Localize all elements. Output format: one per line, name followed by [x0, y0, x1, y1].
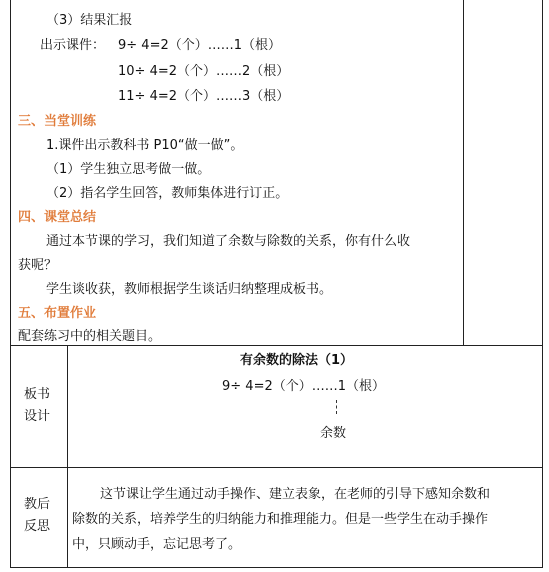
- show-slide-label: 出示课件：: [40, 38, 106, 53]
- row-divider-2: [10, 467, 543, 468]
- practice-item-2: （1）学生独立思考做一做。: [46, 162, 211, 177]
- table-border-left: [10, 0, 11, 568]
- reflection-label: [6, 494, 68, 538]
- result-report-step: （3）结果汇报: [46, 13, 133, 28]
- reflection-label-line-2: 反思: [23, 519, 50, 534]
- summary-paragraph-line-2: 获呢？: [18, 258, 58, 273]
- section-heading-practice: 三、当堂训练: [18, 114, 97, 129]
- equation-1: 9÷ 4=2（个）……1（根）: [118, 38, 282, 53]
- practice-item-3: （2）指名学生回答，教师集体进行订正。: [46, 186, 289, 201]
- board-design-label: [6, 384, 68, 428]
- reflection-line-1: 这节课让学生通过动手操作、建立表象，在老师的引导下感知余数和: [100, 487, 491, 502]
- board-title: 有余数的除法（1）: [240, 353, 354, 368]
- section-heading-summary: 四、课堂总结: [18, 210, 97, 225]
- board-equation: 9÷ 4=2（个）……1（根）: [222, 379, 386, 394]
- table-border-right: [542, 0, 543, 568]
- equation-2: 10÷ 4=2（个）……2（根）: [118, 64, 290, 79]
- reflection-line-2: 除数的关系，培养学生的归纳能力和推理能力。但是一些学生在动手操作: [72, 512, 489, 527]
- summary-paragraph-2: 学生谈收获，教师根据学生谈话归纳整理成板书。: [46, 282, 333, 297]
- reflection-line-3: 中，只顾动手，忘记思考了。: [72, 537, 242, 552]
- board-design-label-line-2: 设计: [23, 409, 50, 424]
- table-border-bottom: [10, 567, 543, 568]
- summary-paragraph-line-1: 通过本节课的学习，我们知道了余数与除数的关系，你有什么收: [46, 234, 411, 249]
- section-heading-homework: 五、布置作业: [18, 306, 97, 321]
- remainder-label: 余数: [320, 426, 347, 441]
- board-design-label-line-1: 板书: [23, 387, 50, 402]
- homework-text: 配套练习中的相关题目。: [18, 329, 162, 344]
- practice-item-1: 1.课件出示教科书 P10“做一做”。: [46, 138, 244, 153]
- reflection-label-line-1: 教后: [23, 497, 50, 512]
- content-column-divider: [463, 0, 464, 345]
- equation-3: 11÷ 4=2（个）……3（根）: [118, 89, 290, 104]
- remainder-marker: [336, 400, 337, 414]
